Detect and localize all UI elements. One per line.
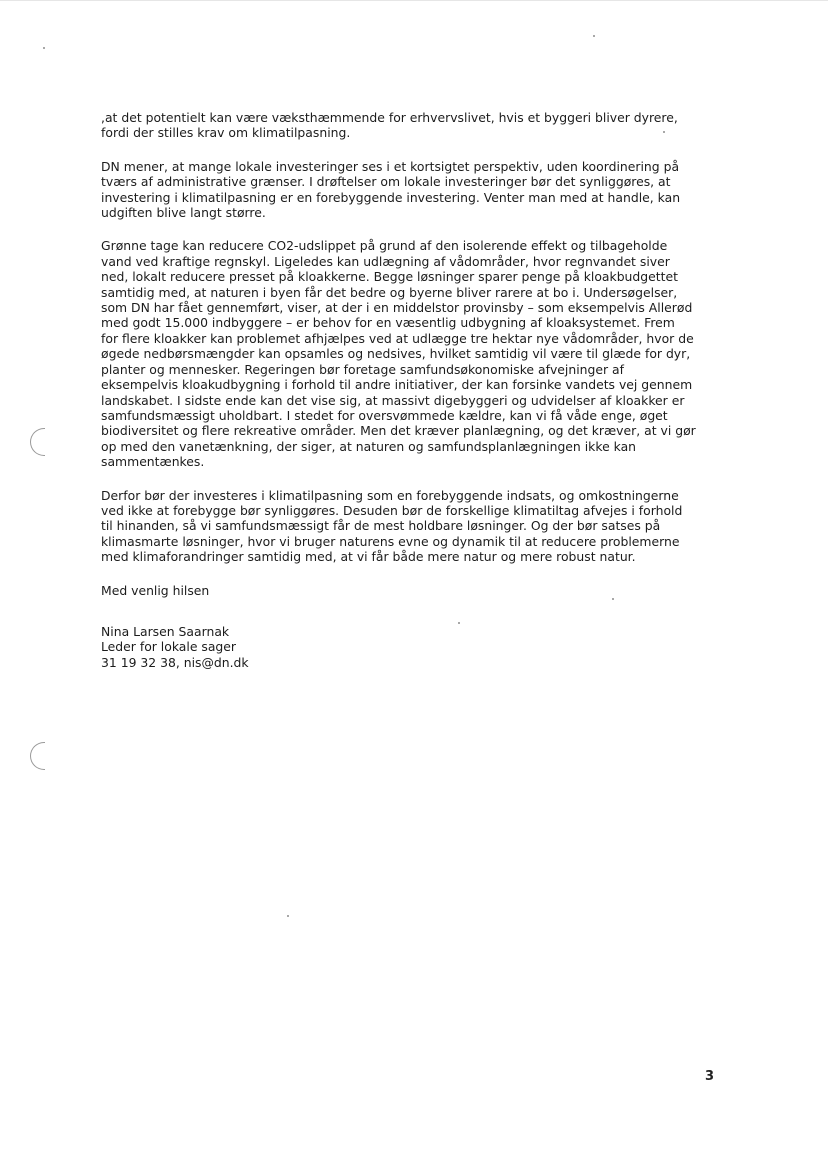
signature-contact: 31 19 32 38, nis@dn.dk — [101, 654, 249, 670]
text-line: samfundsmæssigt uholdbart. I stedet for oversvømmede kældre, kan vi få våde enge, øget — [101, 407, 668, 423]
page-number: 3 — [705, 1069, 715, 1084]
punch-hole-mark — [30, 428, 45, 456]
text-line: klimasmarte løsninger, hvor vi bruger naturens evne og dynamik til at reducere problemerne — [101, 533, 680, 549]
text-line: ved ikke at forebygge bør synliggøres. Desuden bør de forskellige klimatiltag afvejes i forhold — [101, 502, 683, 518]
paragraph — [101, 488, 701, 565]
closing — [101, 583, 701, 598]
text-line: samtidig med, at naturen i byen får det bedre og byerne bliver rarere at bo i. Undersøgelser, — [101, 284, 678, 300]
text-line: ned, lokalt reducere presset på kloakkerne. Begge løsninger sparer penge på kloakbudgettet — [101, 269, 678, 285]
text-line: som DN har fået gennemført, viser, at der i en middelstor provinsby – som eksempelvis Allerød — [101, 300, 693, 316]
scan-speck — [593, 35, 595, 37]
text-line: med klimaforandringer samtidig med, at vi får både mere natur og mere robust natur. — [101, 549, 636, 565]
text-line: vand ved kraftige regnskyl. Ligeledes kan udlægning af vådområder, hvor regnvandet siver — [101, 253, 670, 269]
text-line: med godt 15.000 indbyggere – er behov for en væsentlig udbygning af kloaksystemet. Frem — [101, 315, 675, 331]
text-line: investering i klimatilpasning er en forebyggende investering. Venter man med at handle, kan — [101, 189, 681, 205]
text-line: ,at det potentielt kan være væksthæmmende for erhvervslivet, hvis et byggeri bliver dyrere, — [101, 110, 678, 125]
scan-speck — [43, 47, 45, 49]
signature-block — [101, 624, 701, 670]
text-line: landskabet. I sidste ende kan det vise sig, at massivt digebyggeri og udvidelser af kloakker er — [101, 392, 685, 408]
closing-line: Med venlig hilsen — [101, 582, 210, 598]
text-line: eksempelvis kloakudbygning i forhold til andre initiativer, der kan forsinke vandets vej gennem — [101, 377, 693, 393]
paragraph — [101, 159, 701, 221]
text-line: sammentænkes. — [101, 454, 205, 470]
text-line: Derfor bør der investeres i klimatilpasning som en forebyggende indsats, og omkostningerne — [101, 487, 679, 503]
text-line: fordi der stilles krav om klimatilpasning. — [101, 125, 351, 141]
scan-edge — [0, 0, 828, 1]
letter-body — [101, 110, 701, 670]
paragraph — [101, 238, 701, 469]
text-line: udgiften blive langt større. — [101, 205, 266, 221]
signature-title: Leder for lokale sager — [101, 639, 237, 655]
scan-speck — [287, 915, 289, 917]
text-line: planter og mennesker. Regeringen bør foretage samfundsøkonomiske afvejninger af — [101, 361, 624, 377]
text-line: for flere kloakker kan problemet afhjælpes ved at udlægge tre hektar nye vådområder, hvor de — [101, 330, 694, 346]
text-line: op med den vanetænkning, der siger, at naturen og samfundsplanlægningen ikke kan — [101, 438, 637, 454]
paragraph — [101, 110, 701, 141]
text-line: DN mener, at mange lokale investeringer ses i et kortsigtet perspektiv, uden koordinering på — [101, 158, 680, 174]
text-line: biodiversitet og flere rekreative områder. Men det kræver planlægning, og det kræver, at vi gør — [101, 423, 696, 439]
signature-name: Nina Larsen Saarnak — [101, 623, 230, 639]
text-line: tværs af administrative grænser. I drøftelser om lokale investeringer bør det synliggøres, at — [101, 174, 671, 190]
punch-hole-mark — [30, 742, 45, 770]
text-line: øgede nedbørsmængder kan opsamles og nedsives, hvilket samtidig vil være til glæde for dyr, — [101, 346, 691, 362]
text-line: til hinanden, så vi samfundsmæssigt får de mest holdbare løsninger. Og der bør satses på — [101, 518, 661, 534]
text-line: Grønne tage kan reducere CO2-udslippet på grund af den isolerende effekt og tilbageholde — [101, 238, 668, 254]
